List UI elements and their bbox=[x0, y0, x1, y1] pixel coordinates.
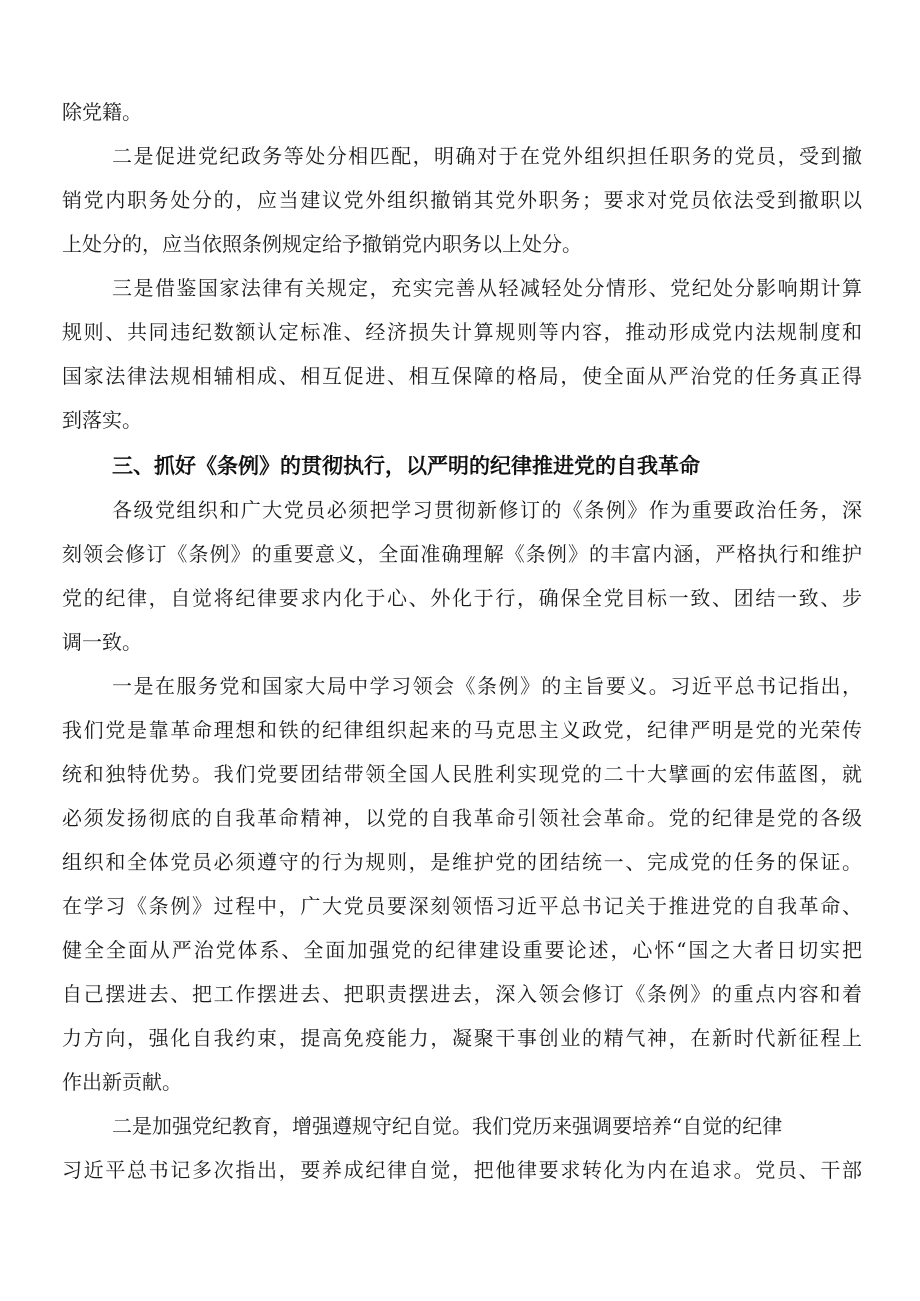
text-line: 自己摆进去、把工作摆进去、把职责摆进去，深入领会修订《条例》的重点内容和着 bbox=[62, 982, 862, 1006]
text-line: 作出新贡献。 bbox=[62, 1070, 182, 1094]
text-line: 一是在服务党和国家大局中学习领会《条例》的主旨要义。习近平总书记指出， bbox=[112, 674, 862, 698]
text-line: 组织和全体党员必须遵守的行为规则，是维护党的团结统一、完成党的任务的保证。 bbox=[62, 850, 862, 874]
text-line: 必须发扬彻底的自我革命精神，以党的自我革命引领社会革命。党的纪律是党的各级 bbox=[62, 806, 862, 830]
text-line: 三是借鉴国家法律有关规定，充实完善从轻减轻处分情形、党纪处分影响期计算 bbox=[112, 276, 862, 300]
text-line: 销党内职务处分的，应当建议党外组织撤销其党外职务；要求对党员依法受到撤职以 bbox=[62, 188, 862, 212]
text-line: 各级党组织和广大党员必须把学习贯彻新修订的《条例》作为重要政治任务，深 bbox=[112, 498, 862, 522]
text-line: 刻领会修订《条例》的重要意义，全面准确理解《条例》的丰富内涵，严格执行和维护 bbox=[62, 542, 862, 566]
text-line: 二是加强党纪教育，增强遵规守纪自觉。我们党历来强调要培养“自觉的纪律 bbox=[112, 1114, 783, 1138]
text-line: 我们党是靠革命理想和铁的纪律组织起来的马克思主义政党，纪律严明是党的光荣传 bbox=[62, 718, 862, 742]
text-line: 健全全面从严治党体系、全面加强党的纪律建设重要论述，心怀“国之大者日切实把 bbox=[62, 938, 862, 962]
text-line: 习近平总书记多次指出，要养成纪律自觉，把他律要求转化为内在追求。党员、干部 bbox=[62, 1158, 862, 1182]
text-line: 国家法律法规相辅相成、相互促进、相互保障的格局，使全面从严治党的任务真正得 bbox=[62, 364, 862, 388]
text-line: 上处分的，应当依照条例规定给予撤销党内职务以上处分。 bbox=[62, 232, 582, 256]
text-line: 除党籍。 bbox=[62, 100, 142, 124]
text-line: 统和独特优势。我们党要团结带领全国人民胜利实现党的二十大擘画的宏伟蓝图，就 bbox=[62, 762, 862, 786]
section-heading: 三、抓好《条例》的贯彻执行，以严明的纪律推进党的自我革命 bbox=[112, 454, 700, 478]
text-line: 力方向，强化自我约束，提高免疫能力，凝聚干事创业的精气神，在新时代新征程上 bbox=[62, 1026, 862, 1050]
text-line: 到落实。 bbox=[62, 408, 142, 432]
text-line: 党的纪律，自觉将纪律要求内化于心、外化于行，确保全党目标一致、团结一致、步 bbox=[62, 586, 862, 610]
text-line: 调一致。 bbox=[62, 630, 142, 654]
text-line: 在学习《条例》过程中，广大党员要深刻领悟习近平总书记关于推进党的自我革命、 bbox=[62, 894, 862, 918]
text-line: 规则、共同违纪数额认定标准、经济损失计算规则等内容，推动形成党内法规制度和 bbox=[62, 320, 862, 344]
text-line: 二是促进党纪政务等处分相匹配，明确对于在党外组织担任职务的党员，受到撤 bbox=[112, 144, 862, 168]
